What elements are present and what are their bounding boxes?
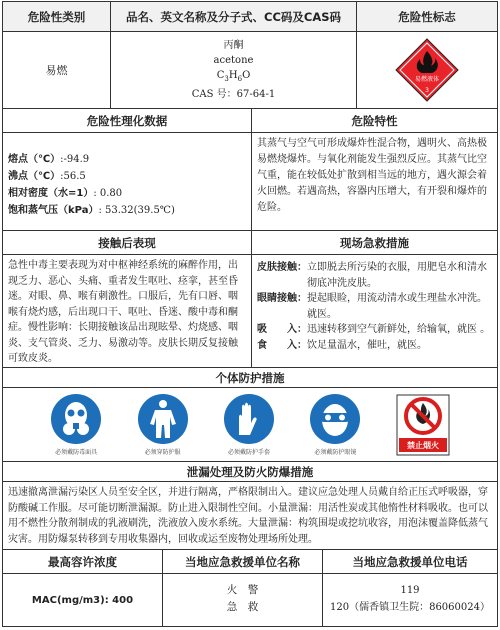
section3-title-row bbox=[2, 230, 498, 254]
name-cn: 丙酮 bbox=[223, 40, 244, 51]
inhalation: 吸 入： 迅速转移到空气新鲜处，给输氧，就医 。 bbox=[257, 324, 491, 335]
header-row bbox=[2, 1, 498, 31]
hazard-char-title: 危险特性 bbox=[252, 109, 497, 132]
no-fire-sign bbox=[396, 394, 450, 456]
unit-fire: 火 警 bbox=[226, 584, 259, 596]
svg-text:易燃液体: 易燃液体 bbox=[414, 76, 440, 83]
phone-ambulance: 120（儒香镇卫生院：86060024） bbox=[330, 602, 490, 613]
table-bottom-border bbox=[2, 626, 498, 627]
bottom-row bbox=[2, 573, 498, 626]
relative-density: 相对密度（水=1） : 0.80 bbox=[8, 188, 123, 199]
gloves-sign: 必须戴防护手套 bbox=[223, 393, 275, 456]
boiling-point: 沸点（℃） :56.5 bbox=[8, 171, 86, 182]
hazard-char-text: 其蒸气与空气可形成爆炸性混合物，遇明火、高热极易燃烧爆炸。与氧化剂能发生强烈反应。其蒸气比空气重，能在较低处扩散到相当远的地方，遇火源会着火回燃。若遇高热，容器内压增大，有开裂和爆炸的危险。 bbox=[257, 138, 487, 213]
leak-title-row bbox=[2, 461, 498, 481]
identity-row bbox=[2, 31, 498, 108]
ppe-title-row bbox=[2, 367, 498, 387]
header-name: 品名、英文名称及分子式、CC码及CAS码 bbox=[111, 2, 357, 31]
header-category: 危险性类别 bbox=[3, 2, 111, 31]
skin-contact: 皮肤接触： 立即脱去所污染的衣服，用肥皂水和清水彻底冲洗皮肤。 bbox=[257, 262, 487, 289]
symptoms-title: 接触后表现 bbox=[3, 231, 252, 254]
ppe-icons bbox=[3, 388, 497, 461]
unit-names bbox=[163, 574, 323, 626]
msds-sheet bbox=[2, 1, 498, 628]
section2-title-row bbox=[2, 108, 498, 132]
ppe-icons-row bbox=[2, 387, 498, 461]
protective-suit-sign: 必须穿防护服 bbox=[137, 393, 189, 456]
svg-text:禁止烟火: 禁止烟火 bbox=[406, 440, 439, 450]
formula: $C_3H_6O$ bbox=[216, 70, 251, 83]
melting-point: 熔点（℃） :-94.9 bbox=[8, 154, 90, 165]
bottom-title-row bbox=[2, 549, 498, 573]
physchem-data bbox=[3, 133, 252, 230]
gas-mask-sign: 必须戴防毒面具 bbox=[50, 393, 102, 456]
name-en: acetone bbox=[213, 55, 254, 66]
phone-fire: 119 bbox=[400, 585, 420, 596]
mac-title: 最高容许浓度 bbox=[3, 550, 163, 573]
physchem-title: 危险性理化数据 bbox=[3, 109, 252, 132]
identity-block bbox=[111, 32, 357, 108]
symptoms-text: 急性中毒主要表现为对中枢神经系统的麻醉作用，出现乏力、恶心、头痛、重者发生呕吐、痉挛，甚至昏迷。对眼、鼻、喉有刺激性。口服后，先有口唇、咽喉有烧灼感，后出现口干、呕吐、昏迷、酸中毒和酮症。慢性影响：长期接触该品出现眩晕、灼烧感、咽炎、支气管炎、乏力、易激动等。皮肤长期反复接触可致皮炎。 bbox=[3, 255, 252, 367]
category-value: 易燃 bbox=[3, 32, 111, 108]
safety-goggles-icon bbox=[309, 393, 361, 445]
section3-row bbox=[2, 254, 498, 367]
leak-row bbox=[2, 481, 498, 549]
first-aid-list bbox=[252, 255, 497, 367]
header-hazard-sign: 危险性标志 bbox=[357, 2, 497, 31]
leak-text: 迅速撤离泄漏污染区人员至安全区，并进行隔离，严格限制出入。建议应急处理人员戴自给正压式呼吸器，穿防酸碱工作服。尽可能切断泄漏源。防止进入限制性空间。小量泄漏：用活性炭或其他惰性材料吸收。也可以用不燃性分散剂制成的乳液刷洗，洗液放入废水系统。大量泄漏：构筑围堤或挖坑收容，用泡沫覆盖降低蒸气灾害。用防爆泵转移到专用收集器内，回收或运至废物处理场所处理。 bbox=[8, 487, 488, 545]
cas-number: CAS 号：67-64-1 bbox=[191, 89, 276, 100]
protective-suit-icon bbox=[137, 393, 189, 445]
gas-mask-icon bbox=[50, 393, 102, 445]
ppe-title: 个体防护措施 bbox=[3, 368, 497, 387]
unit-phone-title: 当地应急救援单位电话 bbox=[323, 550, 497, 573]
unit-phones bbox=[323, 574, 497, 626]
leak-title: 泄漏处理及防火防爆措施 bbox=[3, 462, 497, 481]
mac-value: MAC(mg/m3): 400 bbox=[3, 574, 163, 626]
hazard-sign-cell bbox=[357, 32, 497, 108]
first-aid-title: 现场急救措施 bbox=[252, 231, 497, 254]
svg-text:3: 3 bbox=[425, 87, 429, 94]
unit-name-title: 当地应急救援单位名称 bbox=[163, 550, 323, 573]
protective-gloves-icon bbox=[223, 393, 275, 445]
section2-row bbox=[2, 132, 498, 230]
flammable-liquid-diamond-icon bbox=[394, 37, 460, 103]
ingestion: 食 入： 饮足量温水，催吐，就医。 bbox=[257, 339, 427, 351]
no-open-flame-icon bbox=[396, 394, 450, 456]
vapor-pressure: 饱和蒸气压（kPa） : 53.32(39.5℃) bbox=[8, 205, 175, 216]
eye-contact: 眼睛接触： 提起眼睑，用流动清水或生理盐水冲洗。就医。 bbox=[257, 293, 487, 320]
goggles-sign: 必须戴防护眼镜 bbox=[309, 393, 361, 456]
unit-ambulance: 急 救 bbox=[226, 601, 259, 613]
